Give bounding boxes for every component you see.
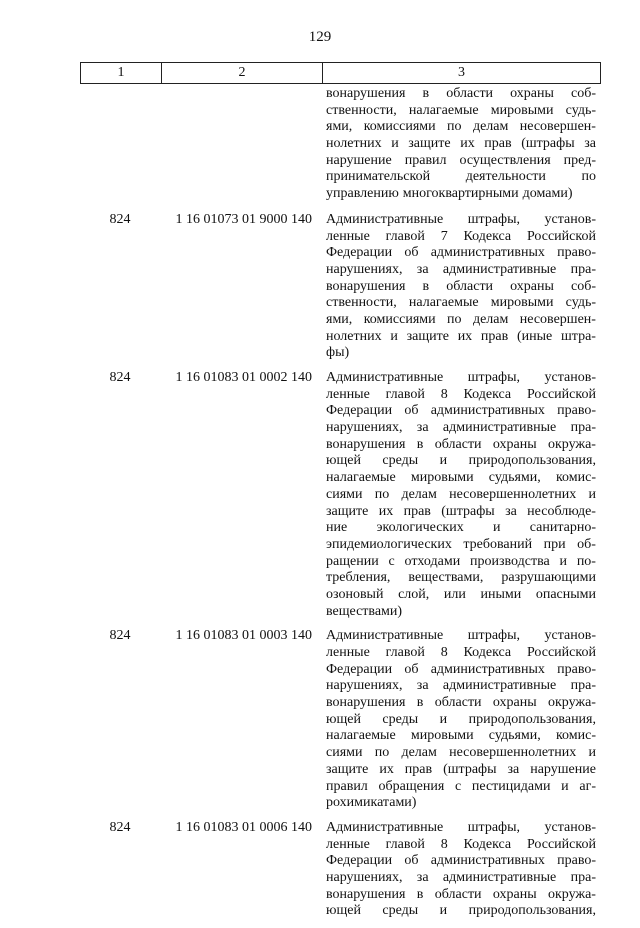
word: ственности,	[326, 102, 397, 118]
word: в	[416, 436, 424, 452]
description-line	[326, 870, 596, 887]
word: Российской	[526, 228, 596, 244]
word: многоквартирными	[402, 186, 519, 202]
word: Федерации	[326, 661, 393, 677]
word: ленные	[326, 645, 370, 660]
word: главой	[385, 228, 425, 244]
word: несоблюде-	[527, 503, 596, 519]
word: административные	[442, 678, 557, 694]
word: окружа-	[547, 436, 596, 452]
word: налагаемые	[326, 728, 396, 744]
admin-code-cell: 824	[109, 370, 131, 385]
word: административные	[442, 420, 557, 436]
description-line	[326, 153, 596, 170]
word: принимательской	[326, 169, 431, 185]
word: и	[391, 136, 399, 152]
word: в	[416, 886, 424, 902]
word: ями,	[326, 311, 353, 327]
word: природопользования,	[468, 711, 596, 727]
word: нарушениях,	[326, 261, 403, 277]
description-line	[326, 295, 596, 312]
word: области	[446, 278, 494, 294]
word: об-	[577, 536, 596, 552]
word: области	[434, 886, 482, 902]
word: налагаемые	[408, 102, 479, 118]
word: производства	[469, 553, 550, 569]
word: области	[434, 436, 482, 452]
word: среды	[382, 453, 419, 469]
word: охраны	[492, 886, 537, 902]
description-line	[326, 487, 596, 504]
word: судь-	[565, 295, 596, 311]
word: об	[404, 661, 419, 677]
word: требований	[463, 536, 533, 552]
column-header-2: 2	[162, 63, 323, 84]
word: Кодекса	[463, 228, 512, 244]
word: по	[374, 745, 390, 761]
word: аг-	[579, 778, 596, 794]
word: штрафы,	[467, 370, 521, 385]
word: комис-	[555, 470, 596, 486]
description-line	[326, 119, 596, 136]
word: Федерации	[326, 245, 393, 261]
word: Административные	[326, 819, 444, 835]
word: главой	[385, 645, 425, 660]
admin-code-cell: 824	[109, 628, 131, 644]
word: несовершен-	[519, 119, 596, 135]
word: с	[454, 778, 462, 794]
budget-class-code-cell: 1 16 01083 01 0003 140	[175, 628, 312, 644]
description-line	[326, 329, 596, 346]
word: природопользования,	[468, 453, 596, 469]
word: (штрафы	[441, 503, 495, 519]
word: несовершен-	[519, 311, 596, 327]
word: их	[457, 328, 473, 344]
word: штра-	[561, 328, 596, 344]
word: за	[416, 678, 429, 694]
word: окружа-	[547, 695, 596, 711]
word: об	[404, 853, 419, 869]
description-line	[326, 762, 596, 779]
word: ленные	[326, 836, 370, 852]
description-cell	[326, 370, 596, 620]
description-line	[326, 678, 596, 695]
word: (штрафы	[443, 761, 497, 777]
word: защите	[408, 136, 451, 152]
word: делам	[472, 311, 509, 327]
word: их	[460, 136, 475, 152]
word: области	[446, 86, 494, 101]
description-line	[326, 470, 596, 487]
word: правил	[326, 778, 368, 794]
word: право-	[557, 661, 596, 677]
word: ями,	[326, 119, 353, 135]
word: комиссиями	[363, 119, 436, 135]
word: за	[416, 869, 429, 885]
description-line	[326, 86, 596, 103]
word: мировыми	[490, 295, 554, 311]
word: Российской	[526, 836, 596, 852]
word: административных	[430, 403, 545, 419]
word: 8	[440, 836, 448, 852]
word: Административные	[326, 370, 444, 385]
word: делам	[472, 119, 509, 135]
word: нолетних	[326, 328, 382, 344]
word: делам	[401, 486, 437, 502]
word: ние	[326, 520, 348, 536]
description-line	[326, 712, 596, 729]
description-line	[326, 554, 596, 571]
word: и	[492, 520, 501, 536]
word: Кодекса	[463, 386, 512, 402]
word: охраны	[492, 436, 537, 452]
word: вонарушения	[326, 86, 406, 101]
word: области	[434, 695, 482, 711]
word: несовершеннолетних	[449, 486, 577, 502]
word: за	[584, 136, 596, 152]
word: ющей	[326, 903, 361, 919]
word: судь-	[565, 102, 596, 118]
description-line	[326, 820, 596, 837]
word: по	[447, 119, 462, 135]
word: и	[588, 486, 596, 502]
word: об	[404, 245, 419, 261]
word: природопользования,	[468, 903, 596, 919]
description-line	[326, 212, 596, 229]
description-cell	[326, 212, 596, 362]
table-row	[80, 212, 601, 362]
word: правил	[404, 152, 447, 168]
word: главой	[385, 836, 425, 852]
word: судьями,	[488, 728, 541, 744]
description-line	[326, 745, 596, 762]
word: ращении	[326, 553, 379, 569]
word: по-	[576, 553, 596, 569]
description-line	[326, 520, 596, 537]
word: их	[378, 503, 394, 519]
word: Административные	[326, 211, 444, 227]
description-line	[326, 570, 596, 587]
word: в	[422, 86, 430, 101]
word: опасными	[535, 586, 596, 602]
word: требления,	[326, 570, 391, 586]
description-line	[326, 587, 596, 604]
word: при	[543, 536, 566, 552]
description-cell	[326, 628, 596, 812]
word: обращения	[378, 778, 445, 794]
word: защите	[406, 328, 449, 344]
word: вонарушения	[326, 695, 406, 711]
word: пра-	[570, 420, 596, 436]
word: 8	[440, 645, 448, 660]
word: за	[505, 503, 517, 519]
word: нарушение	[326, 152, 392, 168]
word: прав	[403, 503, 431, 519]
description-line	[326, 453, 596, 470]
column-header-table	[80, 62, 601, 84]
description-line	[326, 186, 596, 203]
word: озоновый	[326, 586, 384, 602]
word: сиями	[326, 486, 363, 502]
description-line	[326, 795, 596, 812]
word: охраны	[510, 86, 554, 101]
description-line	[326, 887, 596, 904]
word: разрушающими	[501, 570, 596, 586]
admin-code-cell: 824	[109, 211, 131, 227]
word: 8	[440, 386, 448, 402]
word: и	[390, 328, 398, 344]
word: установ-	[544, 628, 596, 644]
word: деятельности	[465, 169, 546, 185]
description-cell	[326, 86, 596, 203]
word: несовершеннолетних	[449, 745, 577, 761]
word: и	[439, 903, 448, 919]
word: за	[507, 761, 520, 777]
word: прав	[404, 761, 433, 777]
table-row	[80, 370, 601, 620]
word: об	[404, 403, 419, 419]
word: за	[416, 420, 429, 436]
description-line	[326, 437, 596, 454]
word: административные	[442, 869, 557, 885]
table-row	[80, 628, 601, 812]
word: административные	[442, 261, 557, 277]
description-line	[326, 136, 596, 153]
word: административных	[430, 661, 545, 677]
word: (иные	[516, 328, 553, 344]
description-line	[326, 662, 596, 679]
word: административных	[430, 245, 545, 261]
budget-class-code-cell: 1 16 01083 01 0002 140	[175, 370, 312, 385]
word: ленные	[326, 386, 370, 402]
word: и	[439, 453, 448, 469]
word: нарушение	[530, 761, 596, 777]
word: комис-	[555, 728, 596, 744]
description-line	[326, 387, 596, 404]
column-header-1: 1	[81, 63, 162, 84]
word: Российской	[526, 386, 596, 402]
word: сиями	[326, 745, 363, 761]
word: фы)	[326, 345, 350, 361]
word: защите	[326, 761, 369, 777]
word: право-	[557, 245, 596, 261]
word: нарушениях,	[326, 678, 403, 694]
word: пестицидами	[471, 778, 551, 794]
description-line	[326, 537, 596, 554]
description-line	[326, 728, 596, 745]
table-row	[80, 86, 601, 203]
word: соб-	[570, 86, 596, 101]
word: иными	[480, 586, 522, 602]
word: пра-	[570, 261, 596, 277]
description-line	[326, 229, 596, 246]
word: налагаемые	[326, 470, 396, 486]
word: по	[374, 486, 390, 502]
word: право-	[557, 403, 596, 419]
word: штрафы,	[467, 628, 521, 644]
description-line	[326, 837, 596, 854]
word: нарушениях,	[326, 420, 403, 436]
word: делам	[401, 745, 437, 761]
word: с	[388, 553, 395, 569]
word: 7	[440, 228, 448, 244]
word: Российской	[526, 645, 596, 660]
word: в	[416, 695, 424, 711]
description-line	[326, 645, 596, 662]
description-line	[326, 370, 596, 387]
description-line	[326, 103, 596, 120]
word: комиссиями	[363, 311, 436, 327]
word: судьями,	[488, 470, 541, 486]
word: по	[581, 169, 596, 185]
description-line	[326, 403, 596, 420]
word: штрафы,	[467, 211, 521, 227]
word: право-	[557, 853, 596, 869]
word: рохимикатами)	[326, 795, 417, 811]
word: окружа-	[547, 886, 596, 902]
word: административных	[430, 853, 545, 869]
word: Кодекса	[463, 645, 512, 660]
column-header-row	[81, 63, 601, 84]
description-line	[326, 903, 596, 920]
description-line	[326, 604, 596, 621]
word: Административные	[326, 628, 444, 644]
word: экологических	[376, 520, 464, 536]
word: установ-	[544, 819, 596, 835]
description-line	[326, 420, 596, 437]
word: за	[416, 261, 429, 277]
word: налагаемые	[408, 295, 479, 311]
word: прав	[480, 328, 509, 344]
page-number: 129	[308, 29, 332, 45]
description-line	[326, 345, 596, 362]
word: соб-	[570, 278, 596, 294]
description-line	[326, 279, 596, 296]
description-line	[326, 779, 596, 796]
word: и	[439, 711, 448, 727]
word: по	[447, 311, 462, 327]
word: мировыми	[410, 470, 474, 486]
description-line	[326, 169, 596, 186]
word: мировыми	[410, 728, 474, 744]
word: штрафы,	[467, 819, 521, 835]
word: вонарушения	[326, 436, 406, 452]
word: ственности,	[326, 295, 397, 311]
description-line	[326, 262, 596, 279]
word: отходами	[404, 553, 461, 569]
word: пред-	[563, 152, 596, 168]
word: ющей	[326, 453, 361, 469]
word: вонарушения	[326, 278, 406, 294]
budget-class-code-cell: 1 16 01073 01 9000 140	[175, 211, 312, 227]
word: прав	[484, 136, 512, 152]
word: вонарушения	[326, 886, 406, 902]
word: ленные	[326, 228, 370, 244]
word: охраны	[492, 695, 537, 711]
word: среды	[382, 903, 419, 919]
table-body	[80, 86, 601, 928]
word: и	[588, 745, 596, 761]
description-line	[326, 312, 596, 329]
word: (штрафы	[521, 136, 575, 152]
word: Федерации	[326, 403, 393, 419]
word: Кодекса	[463, 836, 512, 852]
word: или	[443, 586, 466, 602]
word: Федерации	[326, 853, 393, 869]
word: осуществления	[459, 152, 551, 168]
description-line	[326, 628, 596, 645]
word: веществами,	[408, 570, 484, 586]
word: управлению	[326, 186, 399, 202]
admin-code-cell: 824	[109, 819, 131, 835]
word: нолетних	[326, 136, 382, 152]
word: санитарно-	[529, 520, 596, 536]
word: нарушениях,	[326, 869, 403, 885]
word: установ-	[544, 370, 596, 385]
word: мировыми	[490, 102, 554, 118]
word: среды	[382, 711, 419, 727]
word: ющей	[326, 711, 361, 727]
word: слой,	[398, 586, 430, 602]
word: главой	[385, 386, 425, 402]
word: веществами)	[326, 603, 403, 619]
word: и	[561, 778, 569, 794]
column-header-3: 3	[323, 63, 601, 84]
word: защите	[326, 503, 369, 519]
word: установ-	[544, 211, 596, 227]
word: охраны	[510, 278, 554, 294]
description-line	[326, 245, 596, 262]
budget-class-code-cell: 1 16 01083 01 0006 140	[175, 819, 312, 835]
word: и	[559, 553, 568, 569]
word: пра-	[570, 678, 596, 694]
description-line	[326, 853, 596, 870]
description-line	[326, 695, 596, 712]
description-line	[326, 504, 596, 521]
word: в	[422, 278, 430, 294]
word: пра-	[570, 869, 596, 885]
word: эпидемиологических	[326, 536, 452, 552]
word: их	[379, 761, 394, 777]
word: домами)	[522, 186, 573, 202]
